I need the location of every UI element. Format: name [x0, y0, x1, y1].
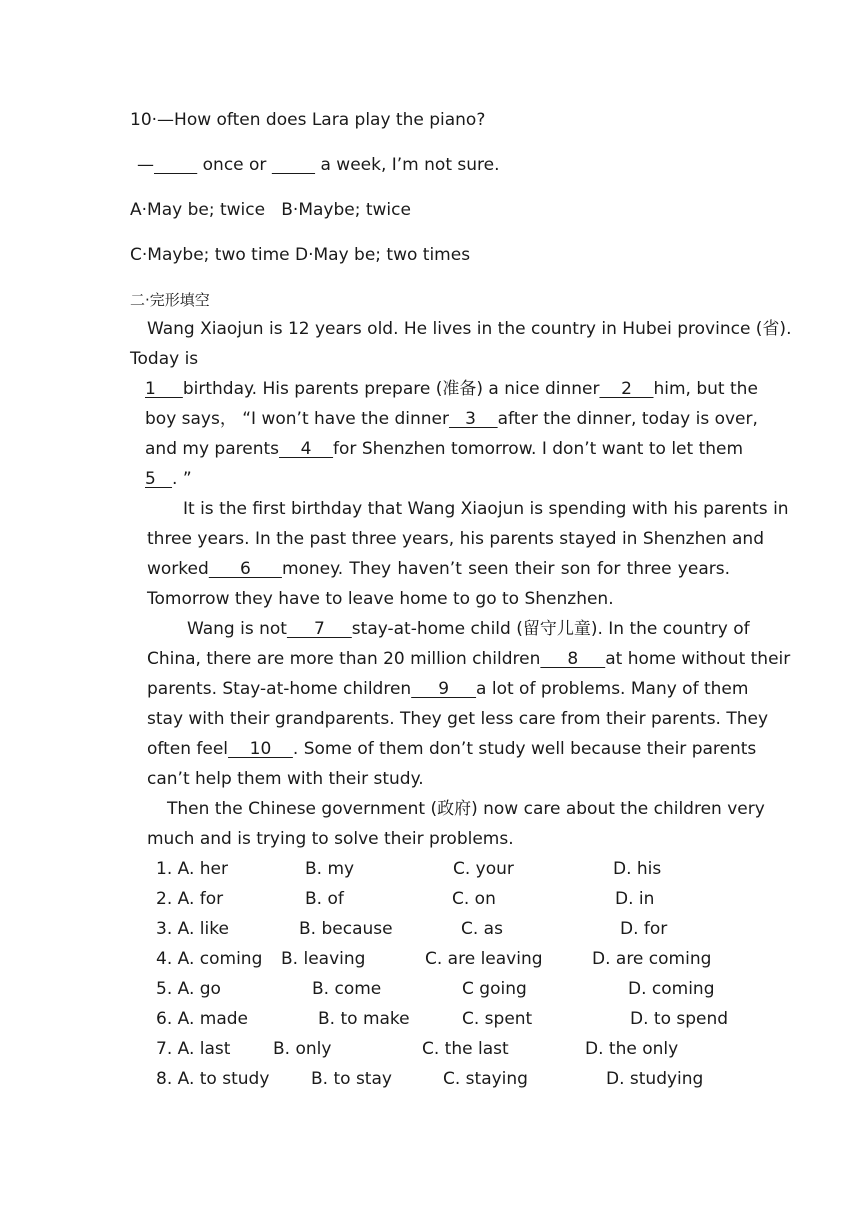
p2-line-3-text-a: worked	[147, 559, 209, 579]
p3-line-2	[147, 648, 791, 670]
p3-line-2-text-b: at home without their	[605, 649, 791, 669]
option-b[interactable]: B. only	[273, 1039, 332, 1059]
option-a[interactable]: 7. A. last	[156, 1039, 231, 1059]
option-b[interactable]: B. come	[312, 979, 382, 999]
option-d[interactable]: D. coming	[628, 979, 715, 999]
p1-line-6	[145, 468, 192, 490]
option-d[interactable]: D. his	[613, 859, 662, 879]
p2-line-2: three years. In the past three years, his parents stayed in Shenzhen and	[147, 529, 764, 549]
p3-line-1-text-a: Wang is not	[187, 619, 287, 639]
p1-line-4-text-a: boy says， “I won’t have the dinner	[145, 409, 449, 429]
option-c[interactable]: C. spent	[462, 1009, 533, 1029]
p1-line-6-text: . ”	[172, 469, 192, 489]
blank-6[interactable]: 6	[208, 559, 282, 579]
blank-1[interactable]: 1	[145, 379, 183, 399]
option-c[interactable]: C. on	[452, 889, 496, 909]
option-c[interactable]: C. staying	[443, 1069, 528, 1089]
p1-line-3	[145, 378, 758, 400]
option-a[interactable]: 3. A. like	[156, 919, 229, 939]
p3-line-3	[147, 678, 749, 700]
option-b[interactable]: B. to stay	[311, 1069, 392, 1089]
option-b[interactable]: B. because	[299, 919, 393, 939]
section-heading: 二·完形填空	[130, 291, 210, 309]
q10-blank-1[interactable]	[154, 155, 197, 175]
q10-answer-mid: once or	[197, 155, 272, 175]
option-b[interactable]: B. of	[305, 889, 344, 909]
option-b[interactable]: B. leaving	[281, 949, 366, 969]
p2-line-3-text-b: money. They haven’t seen their son for three years.	[281, 559, 730, 579]
blank-7[interactable]: 7	[286, 619, 352, 639]
option-a[interactable]: 4. A. coming	[156, 949, 263, 969]
p3-line-1-text-b: stay-at-home child (留守儿童). In the country of	[351, 619, 750, 639]
p3-line-1	[187, 618, 750, 640]
p1-line-4	[145, 408, 758, 430]
blank-8[interactable]: 8	[540, 649, 606, 669]
p1-line-5-text-b: for Shenzhen tomorrow. I don’t want to let them	[333, 439, 744, 459]
option-d[interactable]: D. the only	[585, 1039, 679, 1059]
option-d[interactable]: D. are coming	[592, 949, 712, 969]
p3-line-5-text-a: often feel	[147, 739, 229, 759]
p3-line-2-text-a: China, there are more than 20 million children	[147, 649, 541, 669]
q10-options-cd: C·Maybe; two time D·May be; two times	[130, 245, 471, 265]
p3-line-5	[147, 738, 757, 760]
option-c[interactable]: C. your	[453, 859, 514, 879]
q10-question: 10·—How often does Lara play the piano?	[130, 110, 486, 130]
p1-line-2: Today is	[130, 349, 199, 369]
p1-line-5-text-a: and my parents	[145, 439, 279, 459]
option-d[interactable]: D. studying	[606, 1069, 704, 1089]
option-a[interactable]: 6. A. made	[156, 1009, 248, 1029]
option-d[interactable]: D. in	[615, 889, 655, 909]
p2-line-1: It is the first birthday that Wang Xiaojun is spending with his parents in	[183, 499, 789, 519]
option-a[interactable]: 5. A. go	[156, 979, 221, 999]
p2-line-3	[147, 558, 730, 580]
p1-line-3-text-b: him, but the	[653, 379, 758, 399]
q10-answer	[137, 154, 500, 176]
p1-line-4-text-b: after the dinner, today is over,	[497, 409, 758, 429]
option-a[interactable]: 8. A. to study	[156, 1069, 270, 1089]
q10-answer-pre: —	[137, 155, 154, 175]
option-c[interactable]: C. as	[461, 919, 503, 939]
p4-line-1: Then the Chinese government (政府) now care about the children very	[167, 799, 765, 819]
p3-line-6: can’t help them with their study.	[147, 769, 424, 789]
p3-line-3-text-a: parents. Stay-at-home children	[147, 679, 412, 699]
option-c[interactable]: C. are leaving	[425, 949, 543, 969]
blank-5[interactable]: 5	[145, 469, 173, 489]
q10-answer-post: a week, I’m not sure.	[315, 155, 500, 175]
blank-9[interactable]: 9	[411, 679, 477, 699]
p4-line-2: much and is trying to solve their problems.	[147, 829, 514, 849]
option-d[interactable]: D. to spend	[630, 1009, 729, 1029]
option-a[interactable]: 2. A. for	[156, 889, 224, 909]
option-d[interactable]: D. for	[620, 919, 668, 939]
p2-line-4: Tomorrow they have to leave home to go to Shenzhen.	[147, 589, 614, 609]
p3-line-4: stay with their grandparents. They get less care from their parents. They	[147, 709, 769, 729]
blank-2[interactable]: 2	[599, 379, 654, 399]
option-c[interactable]: C. the last	[422, 1039, 509, 1059]
blank-4[interactable]: 4	[279, 439, 334, 459]
q10-options-ab: A·May be; twice B·Maybe; twice	[130, 200, 411, 220]
option-a[interactable]: 1. A. her	[156, 859, 228, 879]
p3-line-5-text-b: . Some of them don’t study well because their parents	[292, 739, 757, 759]
q10-blank-2[interactable]	[272, 155, 315, 175]
option-c[interactable]: C going	[462, 979, 527, 999]
blank-3[interactable]: 3	[448, 409, 498, 429]
option-b[interactable]: B. my	[305, 859, 355, 879]
p1-line-5	[145, 438, 744, 460]
p3-line-3-text-b: a lot of problems. Many of them	[476, 679, 749, 699]
option-b[interactable]: B. to make	[318, 1009, 410, 1029]
blank-10[interactable]: 10	[228, 739, 293, 759]
p1-line-3-text-a: birthday. His parents prepare (准备) a nice dinner	[182, 379, 600, 399]
p1-line-1: Wang Xiaojun is 12 years old. He lives in the country in Hubei province (省).	[147, 319, 792, 339]
